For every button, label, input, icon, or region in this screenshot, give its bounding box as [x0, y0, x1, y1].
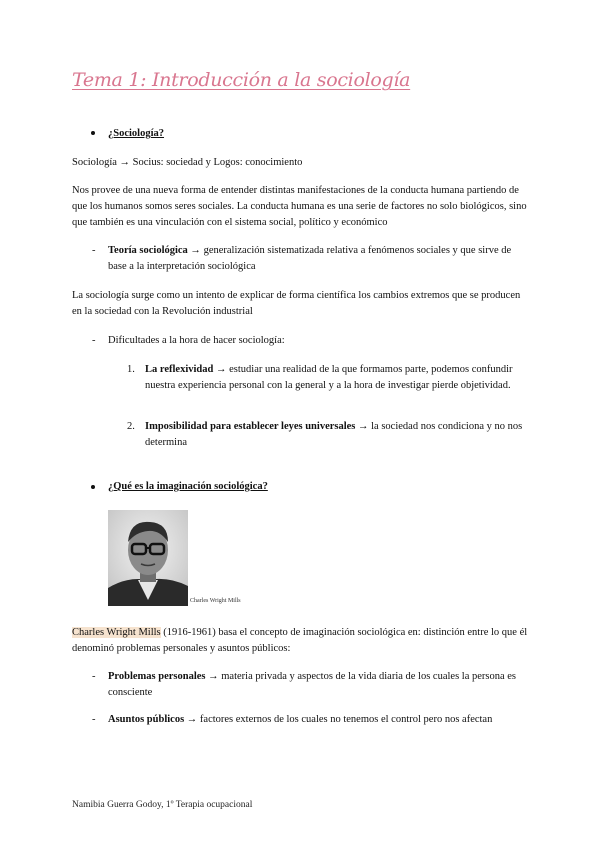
list-item-asuntos — [108, 712, 528, 728]
page-footer: Namibia Guerra Godoy, 1º Terapia ocupacional — [72, 800, 253, 810]
bullet-icon — [91, 131, 95, 135]
list-item-problemas — [108, 669, 528, 701]
paragraph-text: (1916-1961) basa el concepto de imaginación sociológica en: distinción entre lo que él denominó problemas personales y asuntos públicos: — [72, 627, 528, 654]
list-item-teoria — [108, 243, 528, 275]
item-text: → factores externos de los cuales no tenemos el control pero nos afectan — [184, 714, 493, 725]
item-label: Problemas personales — [108, 671, 206, 682]
highlighted-name: Charles Wright Mills — [72, 627, 161, 638]
etymology-line: Sociología → Socius: sociedad y Logos: conocimiento — [72, 157, 303, 168]
portrait-icon — [108, 510, 188, 606]
dash-marker: - — [92, 245, 96, 256]
number-marker: 1. — [127, 364, 135, 375]
item-text: generalización sistematizada relativa a fenómenos sociales y que sirve de base a la interpretación sociológica — [108, 245, 512, 272]
bullet-icon — [91, 485, 95, 489]
item-text: → materia privada y aspectos de la vida diaria de los cuales la persona es consciente — [108, 671, 517, 698]
numbered-item-reflexividad — [145, 362, 525, 394]
section-heading-sociologia: ¿Sociología? — [108, 128, 165, 139]
item-text: → estudiar una realidad de la que formamos parte, podemos confundir nuestra experiencia personal con la general y a la hora de investigar pierde objetividad. — [145, 364, 513, 391]
page-title: Tema 1: Introducción a la sociología — [72, 69, 411, 91]
paragraph-intro: Nos provee de una nueva forma de entender distintas manifestaciones de la conducta humana partiendo de que los humanos somos seres sociales. La conducta humana es una serie de factores no solo biológicos, sino que también es una vinculación con el sistema social, político y económico — [72, 185, 527, 228]
dash-marker: - — [92, 671, 96, 682]
paragraph-revolucion: La sociología surge como un intento de explicar de forma científica los cambios extremos que se producen en la sociedad con la Revolución industrial — [72, 290, 521, 317]
list-item-dificultades: Dificultades a la hora de hacer sociología: — [108, 335, 285, 346]
numbered-item-leyes — [145, 419, 529, 451]
item-label: Asuntos públicos — [108, 714, 185, 725]
section-heading-imaginacion: ¿Qué es la imaginación sociológica? — [108, 481, 268, 492]
item-label: Teoría sociológica → — [108, 245, 201, 256]
portrait-photo — [108, 510, 188, 606]
dash-marker: - — [92, 714, 96, 725]
item-label: Imposibilidad para establecer leyes universales — [145, 421, 356, 432]
item-label: La reflexividad — [145, 364, 214, 375]
paragraph-mills — [72, 625, 528, 657]
number-marker: 2. — [127, 421, 135, 432]
dash-marker: - — [92, 335, 96, 346]
photo-caption: Charles Wright Mills — [190, 598, 241, 604]
item-text: → la sociedad nos condiciona y no nos determina — [145, 421, 523, 448]
